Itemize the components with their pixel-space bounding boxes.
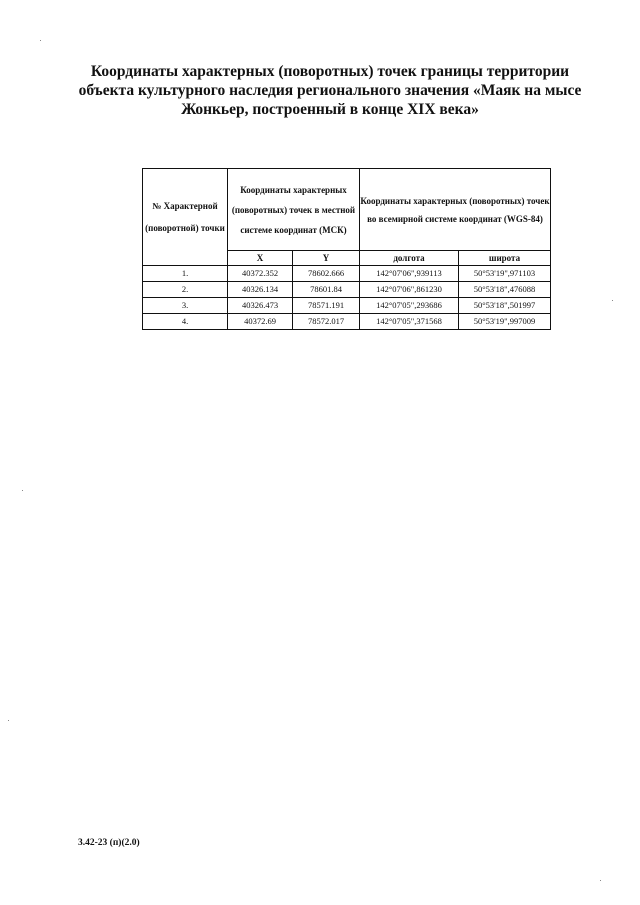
document-title	[60, 62, 600, 119]
cell-point-number: 2.	[143, 282, 228, 298]
cell-x: 40326.134	[228, 282, 293, 298]
cell-y: 78572.017	[293, 314, 360, 330]
table-header-row	[143, 169, 551, 251]
title-line-3: Жонкьер, построенный в конце XIX века»	[181, 101, 479, 118]
cell-x: 40326.473	[228, 298, 293, 314]
cell-latitude: 50°53'19",971103	[459, 266, 551, 282]
cell-longitude: 142°07'06",939113	[360, 266, 459, 282]
scan-speck	[40, 40, 41, 41]
cell-y: 78601.84	[293, 282, 360, 298]
table-row	[143, 314, 551, 330]
header-y: Y	[293, 251, 360, 266]
header-x: X	[228, 251, 293, 266]
header-latitude: широта	[459, 251, 551, 266]
scan-speck	[22, 490, 23, 491]
cell-x: 40372.352	[228, 266, 293, 282]
header-longitude: долгота	[360, 251, 459, 266]
cell-point-number: 3.	[143, 298, 228, 314]
cell-x: 40372.69	[228, 314, 293, 330]
cell-y: 78602.666	[293, 266, 360, 282]
cell-longitude: 142°07'05",293686	[360, 298, 459, 314]
cell-longitude: 142°07'05",371568	[360, 314, 459, 330]
cell-y: 78571.191	[293, 298, 360, 314]
header-local-coordinates: Координаты характерных (поворотных) точек в местной системе координат (МСК)	[228, 169, 360, 251]
cell-point-number: 4.	[143, 314, 228, 330]
cell-latitude: 50°53'18",476088	[459, 282, 551, 298]
header-wgs-coordinates: Координаты характерных (поворотных) точек во всемирной системе координат (WGS-84)	[360, 169, 551, 251]
title-line-1: Координаты характерных (поворотных) точек границы территории	[90, 63, 570, 80]
cell-point-number: 1.	[143, 266, 228, 282]
header-point-number: № Характерной (поворотной) точки	[143, 169, 228, 266]
scan-speck	[8, 720, 9, 721]
document-footer-code: 3.42-23 (п)(2.0)	[78, 838, 140, 848]
coordinates-table	[142, 168, 551, 330]
cell-longitude: 142°07'06",861230	[360, 282, 459, 298]
cell-latitude: 50°53'18",501997	[459, 298, 551, 314]
table-row	[143, 266, 551, 282]
scan-speck	[612, 300, 613, 301]
table-row	[143, 298, 551, 314]
cell-latitude: 50°53'19",997009	[459, 314, 551, 330]
table-row	[143, 282, 551, 298]
scan-speck	[600, 880, 601, 881]
title-line-2: объекта культурного наследия регионального значения «Маяк на мысе	[78, 82, 582, 99]
